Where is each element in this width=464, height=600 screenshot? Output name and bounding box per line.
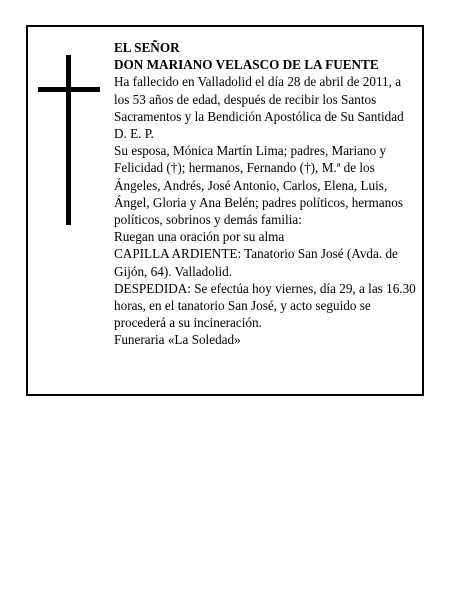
notice-title: EL SEÑOR (114, 40, 180, 55)
funeral-home: Funeraria «La Soledad» (114, 332, 241, 348)
obituary-notice (26, 25, 424, 396)
prayer-request: Ruegan una oración por su alma (114, 229, 285, 245)
cross-icon (38, 55, 100, 225)
family-list: Su esposa, Mónica Martín Lima; padres, Mariano y Felicidad (†); hermanos, Fernando (†), M.ª de los Ángeles, Andrés, José Antonio, Carlos, Elena, Luis, Ángel, Gloria y Ana Belén; padres políticos, hermanos políticos, sobrinos y demás familia: (114, 143, 403, 228)
death-info: Ha fallecido en Valladolid el día 28 de abril de 2011, a los 53 años de edad, después de recibir los Santos Sacramentos y la Bendición Apostólica de Su Santidad D. E. P. (114, 74, 404, 142)
cross-horizontal-bar (38, 87, 100, 92)
cross-vertical-bar (66, 55, 71, 225)
farewell-info: DESPEDIDA: Se efectúa hoy viernes, día 29, a las 16.30 horas, en el tanatorio San José, y acto seguido se procederá a su incineración. (114, 280, 416, 331)
chapel-info: CAPILLA ARDIENTE: Tanatorio San José (Avda. de Gijón, 64). Valladolid. (114, 246, 398, 279)
deceased-name: DON MARIANO VELASCO DE LA FUENTE (114, 57, 379, 73)
notice-text (114, 39, 419, 349)
